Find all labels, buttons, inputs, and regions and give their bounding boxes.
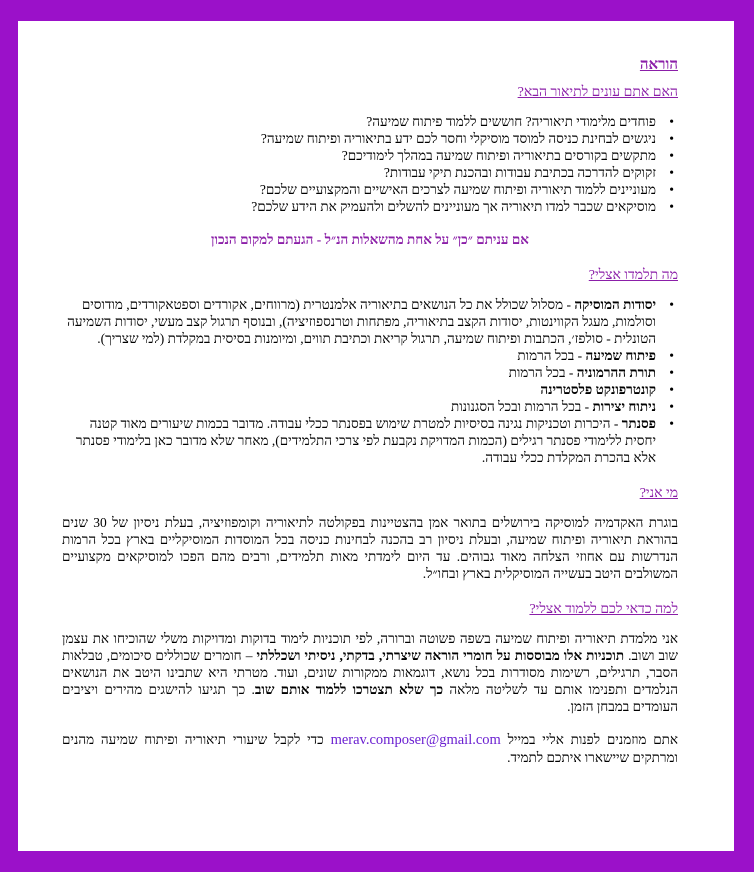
subject-name: יסודות המוסיקה	[574, 297, 656, 312]
list-item	[62, 381, 656, 398]
why-paragraph: אני מלמדת תיאוריה ופיתוח שמיעה בשפה פשוטה וברורה, לפי תוכניות לימוד בדוקות ומדויקות משלי שהוכיחו את עצמן שוב ושוב. תוכניות אלו מבוססות על חומרי הוראה שיצרתי, בדקתי, ניסיתי ושכללתי – חומרים שכוללים סיכומים, טבלאות הסבר, תרגילים, רשימות מסודרות בכל נושא, דוגמאות ממקורות שונים, ועוד. מטרתי היא שתבינו היטב את הנושאים הנלמדים ותפנימו אותם עד לשליטה מלאה כך שלא תצטרכו ללמוד אותם שוב. כך תגיעו להישגים מהירים ויציבים העומדים במבחן הזמן.	[62, 631, 678, 714]
subject-description: - היכרות וטכניקות נגינה בסיסיות למטרת שימוש בפסנתר ככלי עבודה. מדובר בכמות שיעורים מאוד קטנה יחסית ללימודי פסנתר רגילים (הכמות המדויקת נקבעת לפי צרכי התלמידים), מאחר שלא מדובר כאן בלימודי פסנתר אלא בהכרת המקלדת ככלי עבודה.	[75, 416, 656, 465]
list-item: • מתקשים בקורסים בתיאוריה ופיתוח שמיעה במהלך לימודיכם?	[62, 147, 656, 164]
subject-name: ניתוח יצירות	[592, 399, 656, 414]
callout-text: אם עניתם ״כן״ על אחת מהשאלות הנ״ל - הגעתם למקום הנכון	[211, 232, 529, 247]
list-item	[62, 364, 656, 381]
subject-description: - בכל הרמות	[517, 348, 586, 363]
subject-name: פיתוח שמיעה	[585, 348, 656, 363]
email-link[interactable]: merav.composer@gmail.com	[330, 732, 501, 748]
about-paragraph: בוגרת האקדמיה למוסיקה בירושלים בתואר אמן בהצטיינות בפקולטה לתיאוריה וקומפוזיציה, בעלת ניסיון של 30 שנים בהוראת תיאוריה ופיתוח שמיעה, ובעלת ניסיון רב בהכנה לבחינות כניסה בכל המוסדות המוסיקליים בארץ בכל הרמות הנדרשות עם אחוזי הצלחה מאוד גבוהים. עד היום לימדתי מאות תלמידים, ורבים מהם הפכו למוסיקאים מקצועיים המשולבים היטב בעשייה המוסיקלית בארץ ובחו״ל.	[62, 515, 678, 581]
section-heading-subjects: מה תלמדו אצלי?	[588, 268, 678, 283]
list-item	[62, 415, 656, 466]
section-heading-why: למה כדאי לכם ללמוד אצלי?	[529, 602, 678, 617]
list-item	[62, 398, 656, 415]
subject-description: - בכל הרמות	[508, 365, 577, 380]
subject-description: - מסלול שכולל את כל הנושאים בתיאוריה אלמנטרית (מרווחים, אקורדים וספטאקורדים, מודוסים וסולמות, מעגל הקווינטות, יסודות הקצב בתיאוריה, מפתחות וטרנספוזיציה), ובנוסף תרגול קצב מעשי, יסודות השמיעה הטונלית - סולפז׳, הכתבות ופיתוח שמיעה, תרגול קריאת וכתיבת תווים, ומיומנות בסיסית במקלדת (למי שצריך).	[67, 297, 656, 346]
section-heading-audience: האם אתם עונים לתיאור הבא?	[517, 85, 678, 100]
subject-name: תורת ההרמוניה	[576, 365, 656, 380]
subject-description: - בכל הרמות ובכל הסגנונות	[450, 399, 593, 414]
list-item	[62, 296, 656, 347]
subject-name: פסנתר	[621, 416, 656, 431]
subjects-list	[62, 296, 678, 466]
list-item: • פוחדים מלימודי תיאוריה? חוששים ללמוד פיתוח שמיעה?	[62, 113, 656, 130]
subject-name: קונטרפונקט פלסטרינה	[540, 382, 656, 397]
list-item: • מעוניינים ללמוד תיאוריה ופיתוח שמיעה לצרכים האישיים והמקצועיים שלכם?	[62, 181, 656, 198]
section-heading-about: מי אני?	[639, 486, 678, 501]
list-item: • זקוקים להדרכה בכתיבת עבודות ובהכנת תיקי עבודות?	[62, 164, 656, 181]
document-content	[18, 21, 734, 766]
audience-list	[62, 113, 678, 215]
page-title: הוראה	[639, 57, 678, 73]
list-item: • מוסיקאים שכבר למדו תיאוריה אך מעוניינים להשלים ולהעמיק את הידע שלכם?	[62, 198, 656, 215]
document-page	[18, 21, 734, 851]
list-item	[62, 347, 656, 364]
list-item: • ניגשים לבחינת כניסה למוסד מוסיקלי וחסר לכם ידע בתיאוריה ופיתוח שמיעה?	[62, 130, 656, 147]
contact-paragraph: אתם מוזמנים לפנות אליי במייל merav.composer@gmail.com כדי לקבל שיעורי תיאוריה ופיתוח שמיעה מהנים ומרתקים שיישארו איתכם לתמיד.	[62, 732, 678, 765]
